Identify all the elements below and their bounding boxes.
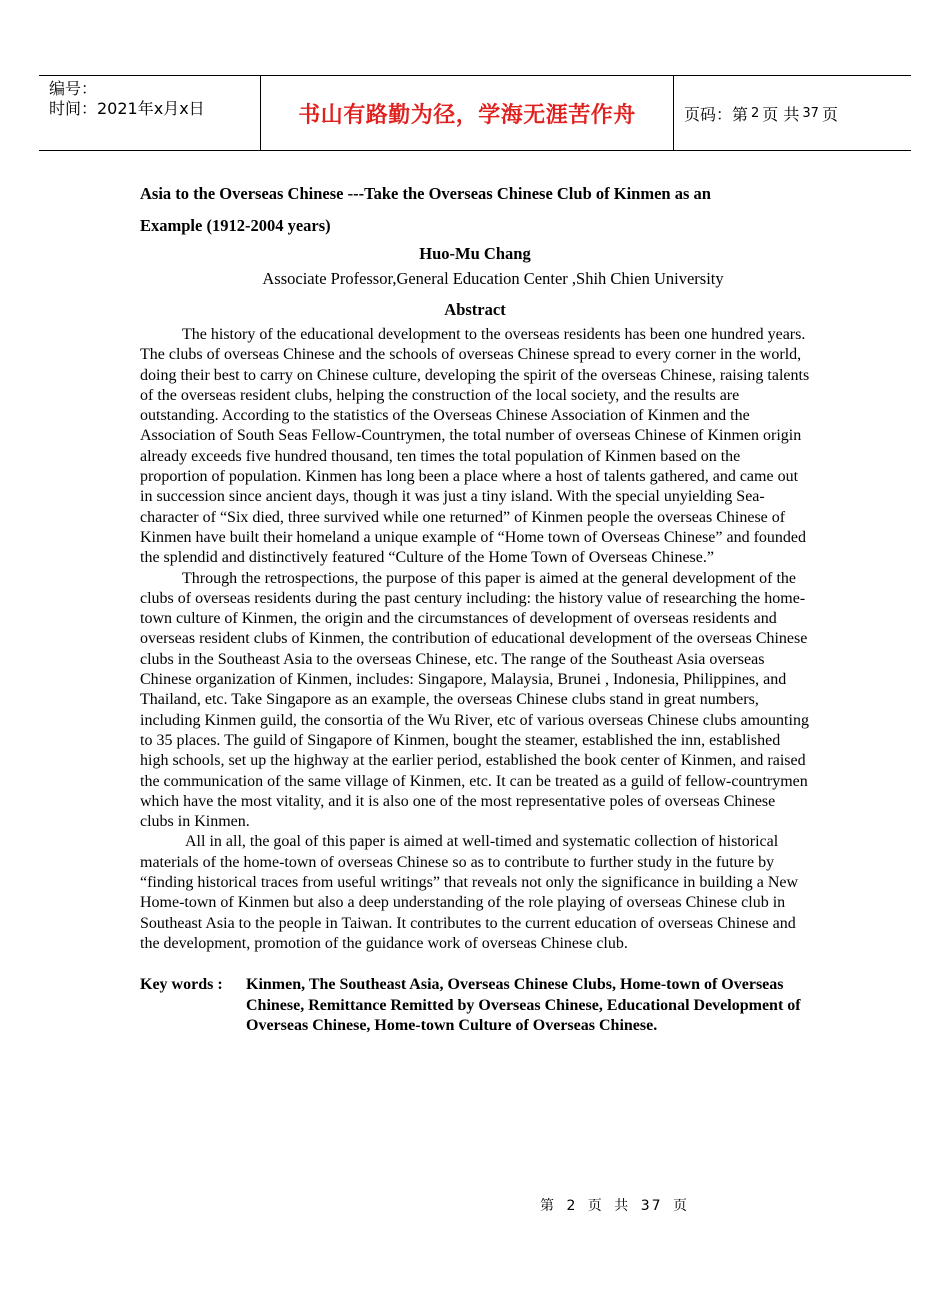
page-current: 2 <box>751 105 760 121</box>
keywords-block <box>140 975 810 1036</box>
abstract-paragraph: All in all, the goal of this paper is aimed at well-timed and systematic collection of historical materials of the home-town of overseas Chinese so as to contribute to further study in the future by “finding historical traces from useful writings” that reveals not only the significance in building a New Home-town of Kinmen but also a deep understanding of the role playing of overseas Chinese club in Southeast Asia to the people in Taiwan. It contributes to the current education of overseas Chinese and the development, promotion of the guidance work of overseas Chinese club. <box>140 833 799 952</box>
document-time-label: 时间：2021年x月x日 <box>49 99 205 118</box>
abstract-paragraph: The history of the educational development to the overseas residents has been one hundred years. The clubs of overseas Chinese and the schools of overseas Chinese spread to every corner in the world, doing their best to carry on Chinese culture, developing the spirit of the overseas Chinese, raising talents of the overseas resident clubs, helping the construction of the local society, and the results are outstanding. According to the statistics of the Overseas Chinese Association of Kinmen and the Association of South Seas Fellow-Countrymen, the total number of overseas Chinese of Kinmen origin already exceeds five hundred thousand, ten times the total population of Kinmen based on the proportion of population. Kinmen has long been a place where a host of talents gathered, and came out in succession since ancient days, though it was just a tiny island. With the special unyielding Sea-character of “Six died, three survived while one returned” of Kinmen people the overseas Chinese of Kinmen have built their homeland a unique example of “Home town of Overseas Chinese” and founded the splendid and distinctively featured “Culture of the Home Town of Overseas Chinese.” <box>140 326 810 567</box>
paper-affiliation: Associate Professor,General Education Center ,Shih Chien University <box>262 269 724 288</box>
paper-title-line-1: Asia to the Overseas Chinese ---Take the Overseas Chinese Club of Kinmen as an <box>140 184 711 203</box>
paper-author: Huo-Mu Chang <box>419 244 531 263</box>
page-middle: 页 共 <box>762 104 800 124</box>
page-total: 37 <box>802 105 819 121</box>
abstract-heading: Abstract <box>444 300 506 319</box>
document-number-label: 编号： <box>49 79 98 98</box>
keywords-label: Key words : <box>140 976 223 994</box>
page-prefix: 页码：第 <box>684 104 749 124</box>
paper-title-line-2: Example (1912-2004 years) <box>140 216 331 235</box>
document-header <box>39 75 911 151</box>
page-suffix: 页 <box>821 104 838 124</box>
header-meta-cell <box>39 76 261 150</box>
abstract-paragraph: Through the retrospections, the purpose of this paper is aimed at the general development of the clubs of overseas residents during the past century including: the history value of researching the home-town culture of Kinmen, the origin and the circumstances of development of overseas residents and overseas resident clubs of Kinmen, the contribution of educational development of the overseas Chinese clubs in the Southeast Asia to the overseas Chinese, etc. The range of the Southeast Asia overseas Chinese organization of Kinmen, includes: Singapore, Malaysia, Brunei , Indonesia, Philippines, and Thailand, etc. Take Singapore as an example, the overseas Chinese clubs stand in great numbers, including Kinmen guild, the consortia of the Wu River, etc of various overseas Chinese clubs amounting to 35 places. The guild of Singapore of Kinmen, bought the steamer, established the inn, established high schools, set up the highway at the earlier period, established the book center of Kinmen, and raised the communication of the same village of Kinmen, etc. It can be treated as a guild of fellow-countrymen which have the most vitality, and it is also one of the most representative poles of overseas Chinese clubs in Kinmen. <box>140 569 809 831</box>
header-motto: 书山有路勤为径，学海无涯苦作舟 <box>261 76 674 150</box>
page-footer: 第 2 页 共 37 页 <box>540 1198 689 1214</box>
paper-body <box>140 178 810 1036</box>
header-page-indicator <box>674 76 911 150</box>
keywords-list: Kinmen, The Southeast Asia, Overseas Chinese Clubs, Home-town of Overseas Chinese, Remittance Remitted by Overseas Chinese, Educational Development of Overseas Chinese, Home-town Culture of Overseas Chinese. <box>246 976 801 1034</box>
